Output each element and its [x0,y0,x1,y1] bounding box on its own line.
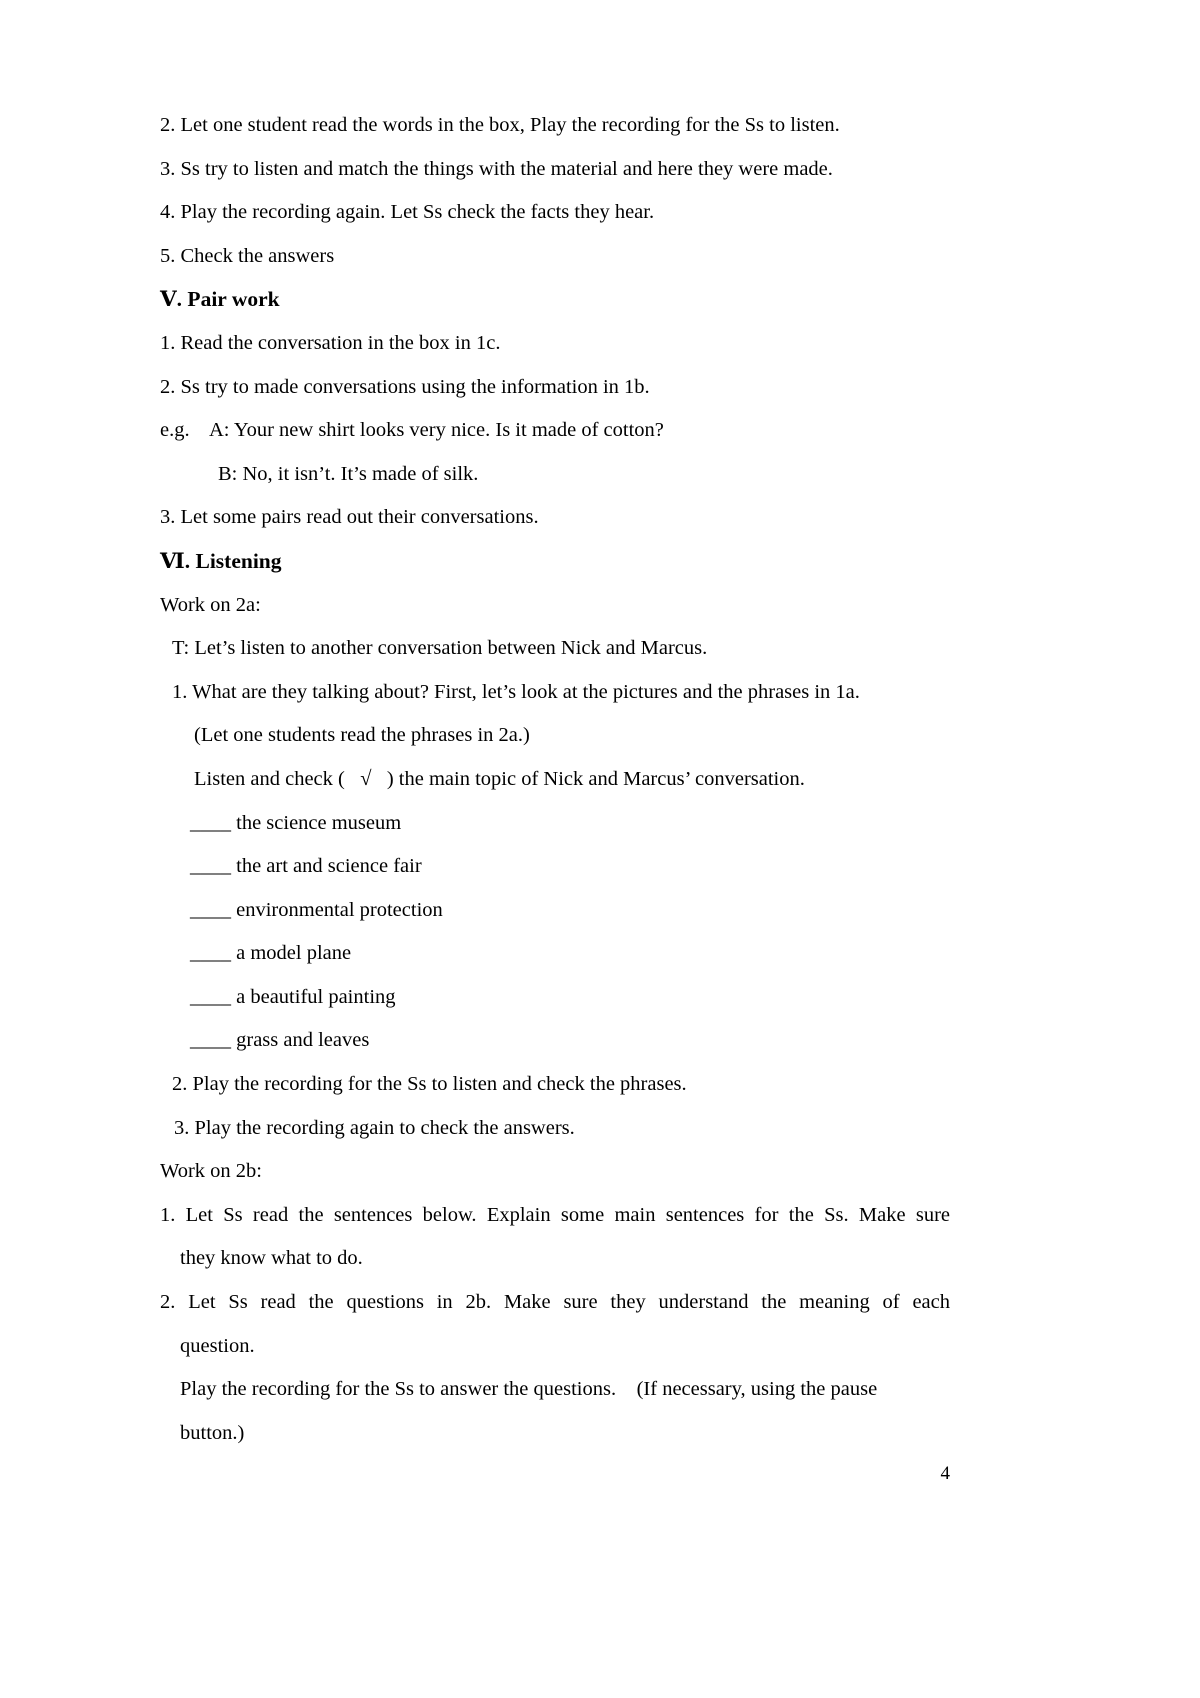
text-line: 1. Read the conversation in the box in 1c. [160,331,501,354]
text-line: ____ a beautiful painting [190,985,396,1008]
section-heading: Ⅵ. Listening [160,548,282,573]
text-line: B: No, it isn’t. It’s made of silk. [218,462,479,485]
text-line: Play the recording for the Ss to answer the questions. (If necessary, using the pause [180,1378,878,1401]
text-line: ____ a model plane [190,942,352,965]
text-line: 2. Ss try to made conversations using the information in 1b. [160,375,650,398]
page-number: 4 [940,1463,950,1484]
text-line: ____ environmental protection [190,898,443,921]
text-line: Work on 2a: [160,593,261,616]
document-lines [160,104,950,1455]
text-line: Listen and check ( √ ) the main topic of Nick and Marcus’ conversation. [194,767,805,790]
text-line: 5. Check the answers [160,244,335,267]
text-line: question. [180,1334,255,1357]
text-line: Work on 2b: [160,1160,262,1183]
text-line: 3. Let some pairs read out their conversations. [160,506,539,529]
text-line: 2. Let Ss read the questions in 2b. Make sure they understand the meaning of each [160,1291,950,1314]
section-heading: Ⅴ. Pair work [160,287,280,312]
text-line: ____ grass and leaves [190,1029,370,1052]
text-line: (Let one students read the phrases in 2a.) [194,724,530,747]
text-line: they know what to do. [180,1247,363,1270]
text-line: 3. Ss try to listen and match the things with the material and here they were made. [160,157,833,180]
text-line: 2. Let one student read the words in the box, Play the recording for the Ss to listen. [160,114,840,136]
text-line: 1. What are they talking about? First, let’s look at the pictures and the phrases in 1a. [172,680,860,703]
text-line: 3. Play the recording again to check the answers. [174,1116,575,1139]
text-line: ____ the art and science fair [190,855,422,878]
text-line: 1. Let Ss read the sentences below. Explain some main sentences for the Ss. Make sure [160,1203,950,1226]
text-line: 2. Play the recording for the Ss to listen and check the phrases. [172,1073,687,1096]
text-line: 4. Play the recording again. Let Ss check the facts they hear. [160,201,655,224]
text-line: T: Let’s listen to another conversation between Nick and Marcus. [172,637,708,660]
text-line: button.) [180,1421,245,1444]
text-line: ____ the science museum [190,811,402,834]
text-line: e.g. A: Your new shirt looks very nice. Is it made of cotton? [160,419,664,442]
